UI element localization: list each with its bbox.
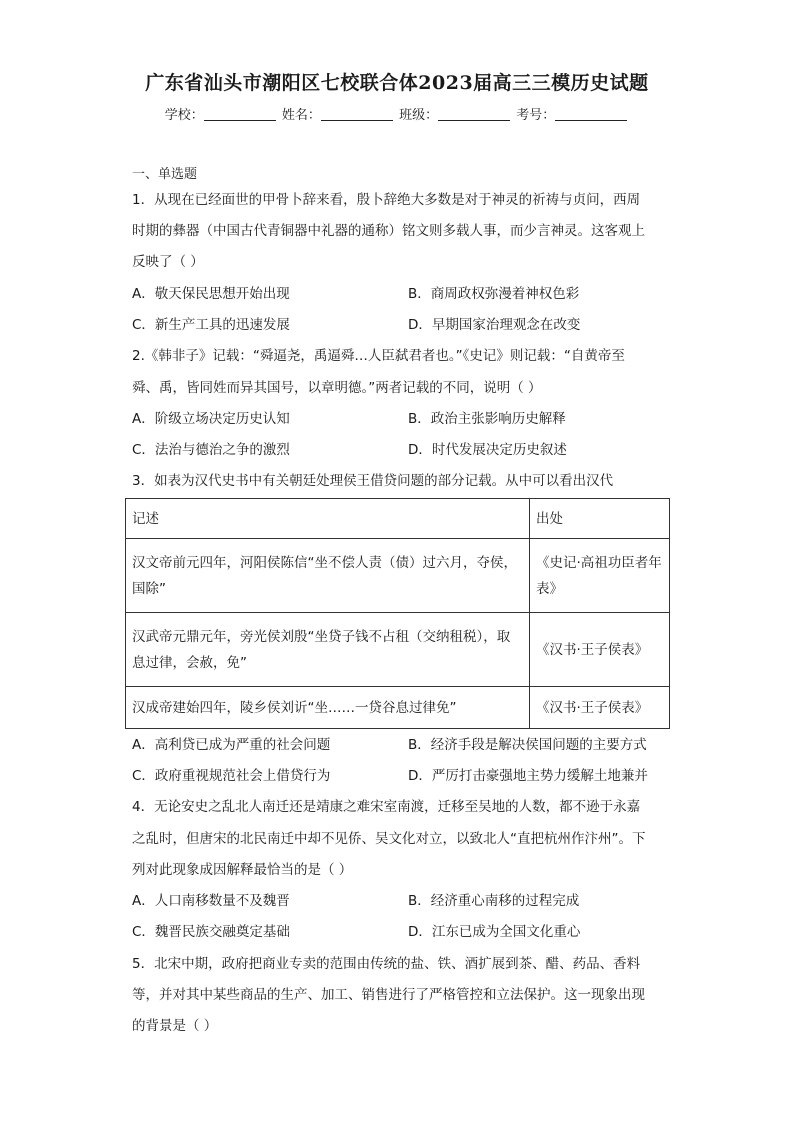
- table-cell: 汉文帝前元四年，河阳侯陈信“坐不偿人责（债）过六月，夺侯，国除”: [126, 539, 530, 613]
- school-label: 学校：: [164, 108, 204, 123]
- q3-line: 3．如表为汉代史书中有关朝廷处理侯王借贷问题的部分记载。从中可以看出汉代: [132, 473, 614, 489]
- q1-option-a[interactable]: A．敬天保民思想开始出现: [132, 286, 290, 302]
- table-cell: 《汉书·王子侯表》: [530, 613, 670, 687]
- student-info-row: [0, 104, 794, 123]
- table-header-row: [126, 499, 670, 539]
- q1-option-c[interactable]: C．新生产工具的迅速发展: [132, 317, 290, 333]
- q3-option-a[interactable]: A．高利贷已成为严重的社会问题: [132, 737, 331, 753]
- q5-line: 等，并对其中某些商品的生产、加工、销售进行了严格管控和立法保护。这一现象出现: [132, 987, 645, 1003]
- q4-option-d[interactable]: D．江东已成为全国文化重心: [408, 924, 581, 940]
- q2-option-a[interactable]: A．阶级立场决定历史认知: [132, 411, 290, 427]
- table-cell: 汉成帝建始四年，陵乡侯刘䜣“坐……一贷谷息过律免”: [126, 687, 530, 729]
- name-blank[interactable]: [321, 106, 393, 121]
- q2-line: 2.《韩非子》记载：“舜逼尧，禹逼舜…人臣弑君者也。”《史记》则记载：“自黄帝至: [132, 348, 625, 364]
- table-cell: 《汉书·王子侯表》: [530, 687, 670, 729]
- table-header-cell: 记述: [126, 499, 530, 539]
- q4-option-b[interactable]: B．经济重心南移的过程完成: [408, 893, 580, 909]
- q1-line: 1．从现在已经面世的甲骨卜辞来看，殷卜辞绝大多数是对于神灵的祈祷与贞问，西周: [132, 192, 641, 208]
- q1-line: 时期的彝器（中国古代青铜器中礼器的通称）铭文则多载人事，而少言神灵。这客观上: [132, 223, 645, 239]
- q1-option-d[interactable]: D．早期国家治理观念在改变: [408, 317, 581, 333]
- class-blank[interactable]: [438, 106, 510, 121]
- q1-option-b[interactable]: B．商周政权弥漫着神权色彩: [408, 286, 580, 302]
- q3-option-b[interactable]: B．经济手段是解决侯国问题的主要方式: [408, 737, 647, 753]
- q5-line: 的背景是（ ）: [132, 1018, 218, 1034]
- q4-line: 4．无论安史之乱北人南迁还是靖康之难宋室南渡，迁移至吴地的人数，都不逊于永嘉: [132, 799, 641, 815]
- table-cell: 《史记·高祖功臣者年表》: [530, 539, 670, 613]
- table-row: [126, 687, 670, 729]
- table-cell: 汉武帝元鼎元年，旁光侯刘殷“坐贷子钱不占租（交纳租税），取息过律，会赦，免”: [126, 613, 530, 687]
- q2-line: 舜、禹，皆同姓而异其国号，以章明德。”两者记载的不同，说明（ ）: [132, 380, 542, 396]
- records-table: [125, 498, 670, 729]
- exam-title: 广东省汕头市潮阳区七校联合体2023届高三三模历史试题: [145, 72, 649, 94]
- q2-option-d[interactable]: D．时代发展决定历史叙述: [408, 442, 567, 458]
- table-row: [126, 539, 670, 613]
- q5-line: 5．北宋中期，政府把商业专卖的范围由传统的盐、铁、酒扩展到茶、醋、药品、香料: [132, 956, 641, 972]
- exam-number-label: 考号：: [516, 108, 556, 123]
- table-header-cell: 出处: [530, 499, 670, 539]
- q2-option-b[interactable]: B．政治主张影响历史解释: [408, 411, 566, 427]
- q3-option-c[interactable]: C．政府重视规范社会上借贷行为: [132, 768, 331, 784]
- q4-line: 之乱时，但唐宋的北民南迁中却不见侨、吴文化对立，以致北人“直把杭州作汴州”。下: [132, 831, 646, 847]
- section-title: 一、单选题: [132, 167, 198, 182]
- exam-number-blank[interactable]: [555, 106, 627, 121]
- q4-option-c[interactable]: C．魏晋民族交融奠定基础: [132, 924, 290, 940]
- q3-option-d[interactable]: D．严厉打击豪强地主势力缓解土地兼并: [408, 768, 648, 784]
- q2-option-c[interactable]: C．法治与德治之争的激烈: [132, 442, 290, 458]
- q4-line: 列对此现象成因解释最恰当的是（ ）: [132, 862, 353, 878]
- school-blank[interactable]: [204, 106, 276, 121]
- q4-option-a[interactable]: A．人口南移数量不及魏晋: [132, 893, 290, 909]
- class-label: 班级：: [399, 108, 439, 123]
- q1-line: 反映了（ ）: [132, 254, 204, 270]
- table-row: [126, 613, 670, 687]
- name-label: 姓名：: [281, 108, 321, 123]
